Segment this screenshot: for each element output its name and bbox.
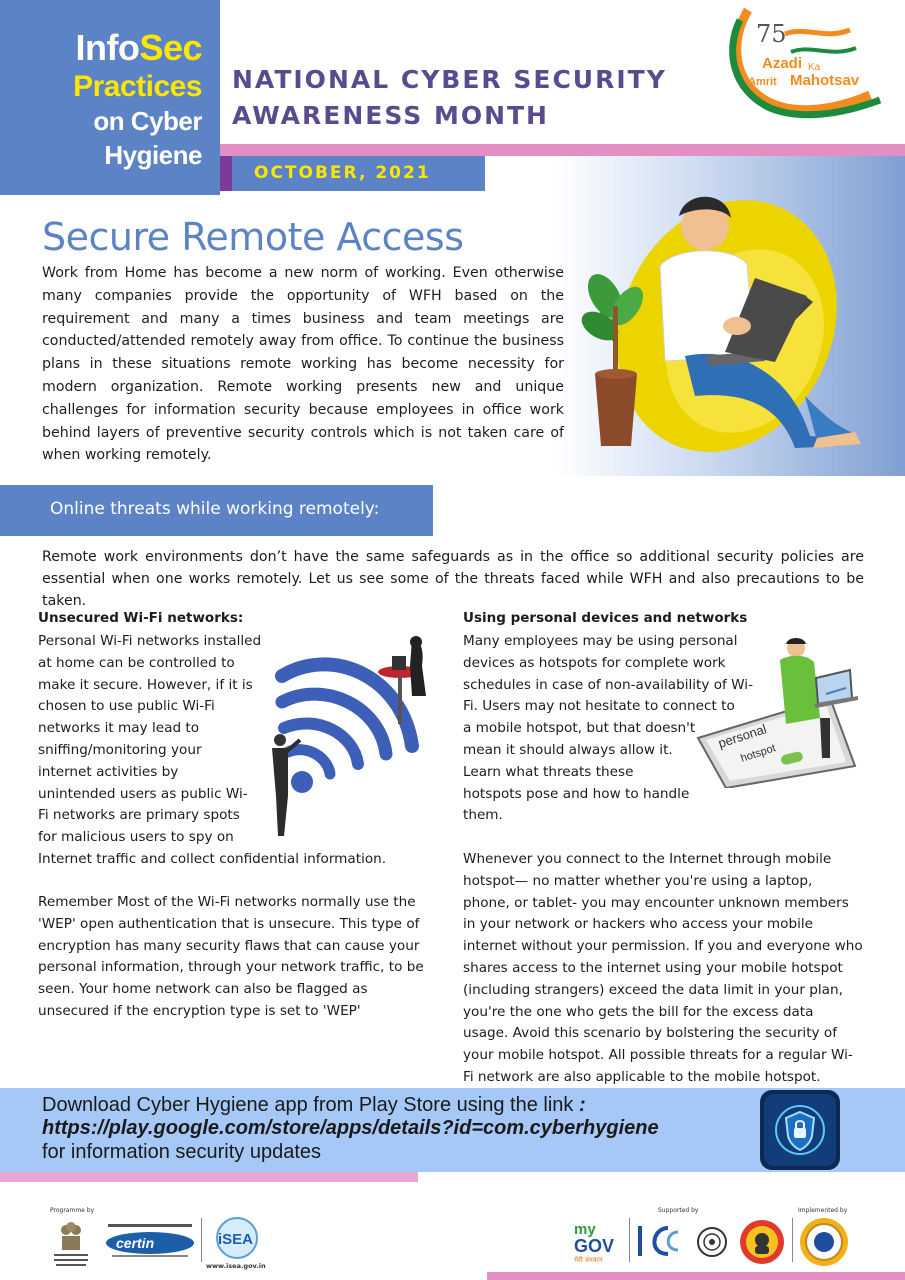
logo-numeral: 75 (756, 20, 787, 48)
footer-divider (792, 1218, 793, 1262)
threats-heading-bar (0, 485, 433, 536)
cyber-police-seal (694, 1222, 730, 1262)
devices-line: Many employees may be using personal (463, 633, 738, 649)
page-title: Secure Remote Access (42, 215, 464, 259)
logo-azadi: Azadi (762, 55, 803, 72)
phone-label-personal: personal (716, 721, 769, 751)
wifi-line: unintended users as public Wi- (38, 785, 248, 802)
environment-paragraph: Remote work environments don’t have the same safeguards as in the office so additional security policies are essential when one works remotely. Let us see some of the threats faced while WFH and also precautions to be taken. (42, 549, 864, 609)
wifi-signal-illustration (262, 636, 432, 836)
mygov-logo (572, 1218, 628, 1264)
devices-line: mean it should always allow it. (463, 741, 673, 758)
play-store-link[interactable]: https://play.google.com/store/apps/details?id=com.cyberhygiene (42, 1117, 659, 1139)
brand-infosec: InfoSec (75, 27, 202, 68)
supported-by-label: Supported by (658, 1207, 699, 1214)
devices-line: hotspots pose and how to handle (463, 785, 690, 802)
date-label: OCTOBER, 2021 (254, 163, 431, 183)
brand-on-cyber: on Cyber (93, 106, 202, 136)
devices-section-heading: Using personal devices and networks (463, 610, 748, 626)
logo-mahotsav: Mahotsav (790, 72, 860, 89)
svg-text:iSEA: iSEA (218, 1231, 254, 1248)
logo-ka: Ka (808, 62, 821, 73)
svg-text:मेरी सरकार: मेरी सरकार (574, 1256, 603, 1264)
cyber-hygiene-app-icon[interactable] (760, 1090, 840, 1170)
devices-line: Fi. Users may not hesitate to connect to (463, 698, 735, 715)
devices-paragraph-2: Whenever you connect to the Internet through mobile hotspot— no matter whether you're using a laptop, phone, or tablet- you may encounter unknown members in your network or hackers who access your mobile internet without your permission. If you and everyone who shares access to the internet using your mobile hotspot (including strangers) exceed the data limit in your plan, you're the one who gets the bill for the excess data usage. Avoid this scenario by bolstering the security of your mobile hotspot. All possible threats for a regular Wi-Fi network are also applicable to the mobile hotspot. (463, 851, 863, 1085)
devices-line: Learn what threats these (463, 763, 634, 780)
cert-in-logo (102, 1222, 198, 1260)
download-text-line3: for information security updates (42, 1141, 322, 1163)
wifi-line: make it secure. However, if it is (38, 676, 253, 693)
wifi-line: networks it may lead to (38, 720, 200, 737)
phone-label-hotspot: hotspot (739, 742, 778, 765)
remote-worker-illustration (555, 156, 905, 476)
footer-divider (201, 1218, 202, 1262)
download-banner-pink-strip (0, 1172, 418, 1182)
date-box (232, 156, 485, 191)
wifi-line: chosen to use public Wi-Fi (38, 698, 215, 715)
wifi-line: for malicious users to spy on (38, 829, 234, 846)
azadi-ka-amrit-mahotsav-logo (720, 0, 890, 125)
campaign-title-line2: AWARENESS MONTH (232, 101, 549, 130)
pink-divider-strip (220, 144, 905, 156)
svg-text:certin: certin (116, 1235, 155, 1251)
devices-line: devices as hotspots for complete work (463, 654, 726, 671)
brand-hygiene: Hygiene (104, 140, 202, 170)
wifi-section-heading: Unsecured Wi-Fi networks: (38, 610, 244, 626)
wifi-line: Internet traffic and collect confidential information. (38, 850, 387, 867)
download-text-line1: Download Cyber Hygiene app from Play Store using the link : (42, 1094, 586, 1116)
programme-by-label: Programme by (50, 1207, 95, 1214)
purple-accent (220, 156, 232, 191)
isea-website-url: www.isea.gov.in (206, 1262, 266, 1270)
bottom-pink-strip (487, 1272, 905, 1280)
wifi-line: sniffing/monitoring your (38, 741, 202, 758)
government-emblem-logo (48, 1216, 94, 1270)
footer-divider (629, 1218, 630, 1262)
wifi-line: Fi networks are primary spots (38, 807, 240, 824)
campaign-title (232, 62, 722, 134)
wifi-line: Personal Wi-Fi networks installed (38, 633, 262, 649)
cyber-dost-seal (738, 1216, 786, 1268)
devices-line: schedules in case of non-availability of Wi- (463, 676, 753, 693)
intro-paragraph: Work from Home has become a new norm of working. Even otherwise many companies provide the opportunity of WFH based on the requirement and many a times business and team meetings are conducted/attended remotely away from office. To continue the business plans in these situations remote working has become necessity for modern organization. Remote working presents new and unique challenges for information security because employees in office work behind layers of preventive security controls which is not taken care of when working remotely. (42, 265, 564, 464)
devices-line: them. (463, 807, 503, 824)
svg-text:my: my (574, 1221, 596, 1238)
threats-heading: Online threats while working remotely: (50, 499, 380, 519)
wifi-paragraph-2: Remember Most of the Wi-Fi networks normally use the 'WEP' open authentication that is unsecure. This type of encryption has many security flaws that can cause your personal information, through your network traffic, to be seen. Your home network can also be flagged as unsecured if the encryption type is set to 'WEP' (38, 894, 424, 1019)
brand-practices: Practices (73, 70, 202, 103)
implemented-by-label: Implemented by (798, 1207, 848, 1214)
wifi-line: internet activities by (38, 763, 179, 780)
brand-box (0, 0, 220, 195)
devices-line: a mobile hotspot, but that doesn't (463, 720, 696, 737)
wifi-line: at home can be controlled to (38, 654, 235, 671)
i4c-logo (634, 1220, 690, 1262)
campaign-title-line1: NATIONAL CYBER SECURITY (232, 65, 667, 94)
c-dac-seal (798, 1216, 850, 1268)
personal-hotspot-illustration (690, 638, 860, 788)
logo-amrit: Amrit (748, 76, 777, 88)
svg-text:GOV: GOV (574, 1236, 615, 1256)
